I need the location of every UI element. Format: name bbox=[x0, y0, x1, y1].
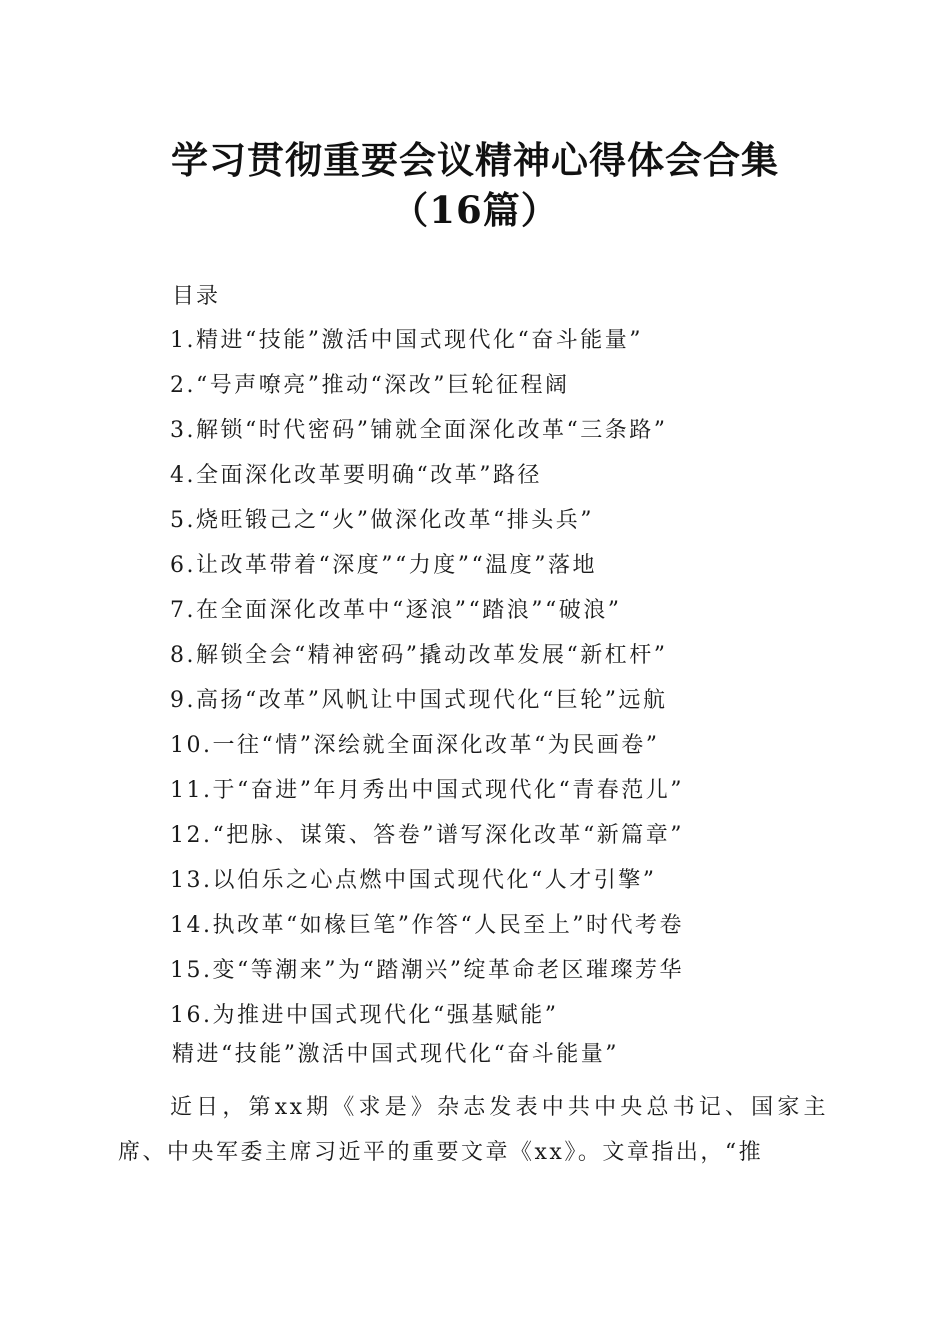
document-title: 学习贯彻重要会议精神心得体会合集（16篇） bbox=[171, 138, 779, 232]
toc-item-8: 8.解锁全会“精神密码”撬动改革发展“新杠杆” bbox=[170, 643, 668, 668]
toc-item-5: 5.烧旺锻己之“火”做深化改革“排头兵” bbox=[170, 508, 594, 533]
table-of-contents bbox=[170, 326, 830, 1046]
toc-item-6: 6.让改革带着“深度”“力度”“温度”落地 bbox=[170, 553, 597, 578]
toc-item-9: 9.高扬“改革”风帆让中国式现代化“巨轮”远航 bbox=[170, 688, 668, 713]
toc-item-7: 7.在全面深化改革中“逐浪”“踏浪”“破浪” bbox=[170, 598, 622, 623]
section-title: 精进“技能”激活中国式现代化“奋斗能量” bbox=[172, 1042, 619, 1067]
toc-item-12: 12.“把脉、谋策、答卷”谱写深化改革“新篇章” bbox=[170, 823, 684, 848]
toc-item-14: 14.执改革“如椽巨笔”作答“人民至上”时代考卷 bbox=[170, 913, 684, 938]
body-paragraph: 近日，第xx期《求是》杂志发表中共中央总书记、国家主席、中央军委主席习近平的重要文章《xx》。文章指出，“推 bbox=[118, 1095, 828, 1165]
toc-item-2: 2.“号声嘹亮”推动“深改”巨轮征程阔 bbox=[170, 373, 570, 398]
toc-item-16: 16.为推进中国式现代化“强基赋能” bbox=[170, 1003, 559, 1028]
toc-heading: 目录 bbox=[172, 284, 221, 309]
toc-item-4: 4.全面深化改革要明确“改革”路径 bbox=[170, 463, 542, 488]
toc-item-1: 1.精进“技能”激活中国式现代化“奋斗能量” bbox=[170, 328, 643, 353]
toc-item-10: 10.一往“情”深绘就全面深化改革“为民画卷” bbox=[170, 733, 660, 758]
toc-item-3: 3.解锁“时代密码”铺就全面深化改革“三条路” bbox=[170, 418, 668, 443]
toc-item-13: 13.以伯乐之心点燃中国式现代化“人才引擎” bbox=[170, 868, 657, 893]
toc-item-15: 15.变“等潮来”为“踏潮兴”绽革命老区璀璨芳华 bbox=[170, 958, 684, 983]
toc-item-11: 11.于“奋进”年月秀出中国式现代化“青春范儿” bbox=[170, 778, 684, 803]
